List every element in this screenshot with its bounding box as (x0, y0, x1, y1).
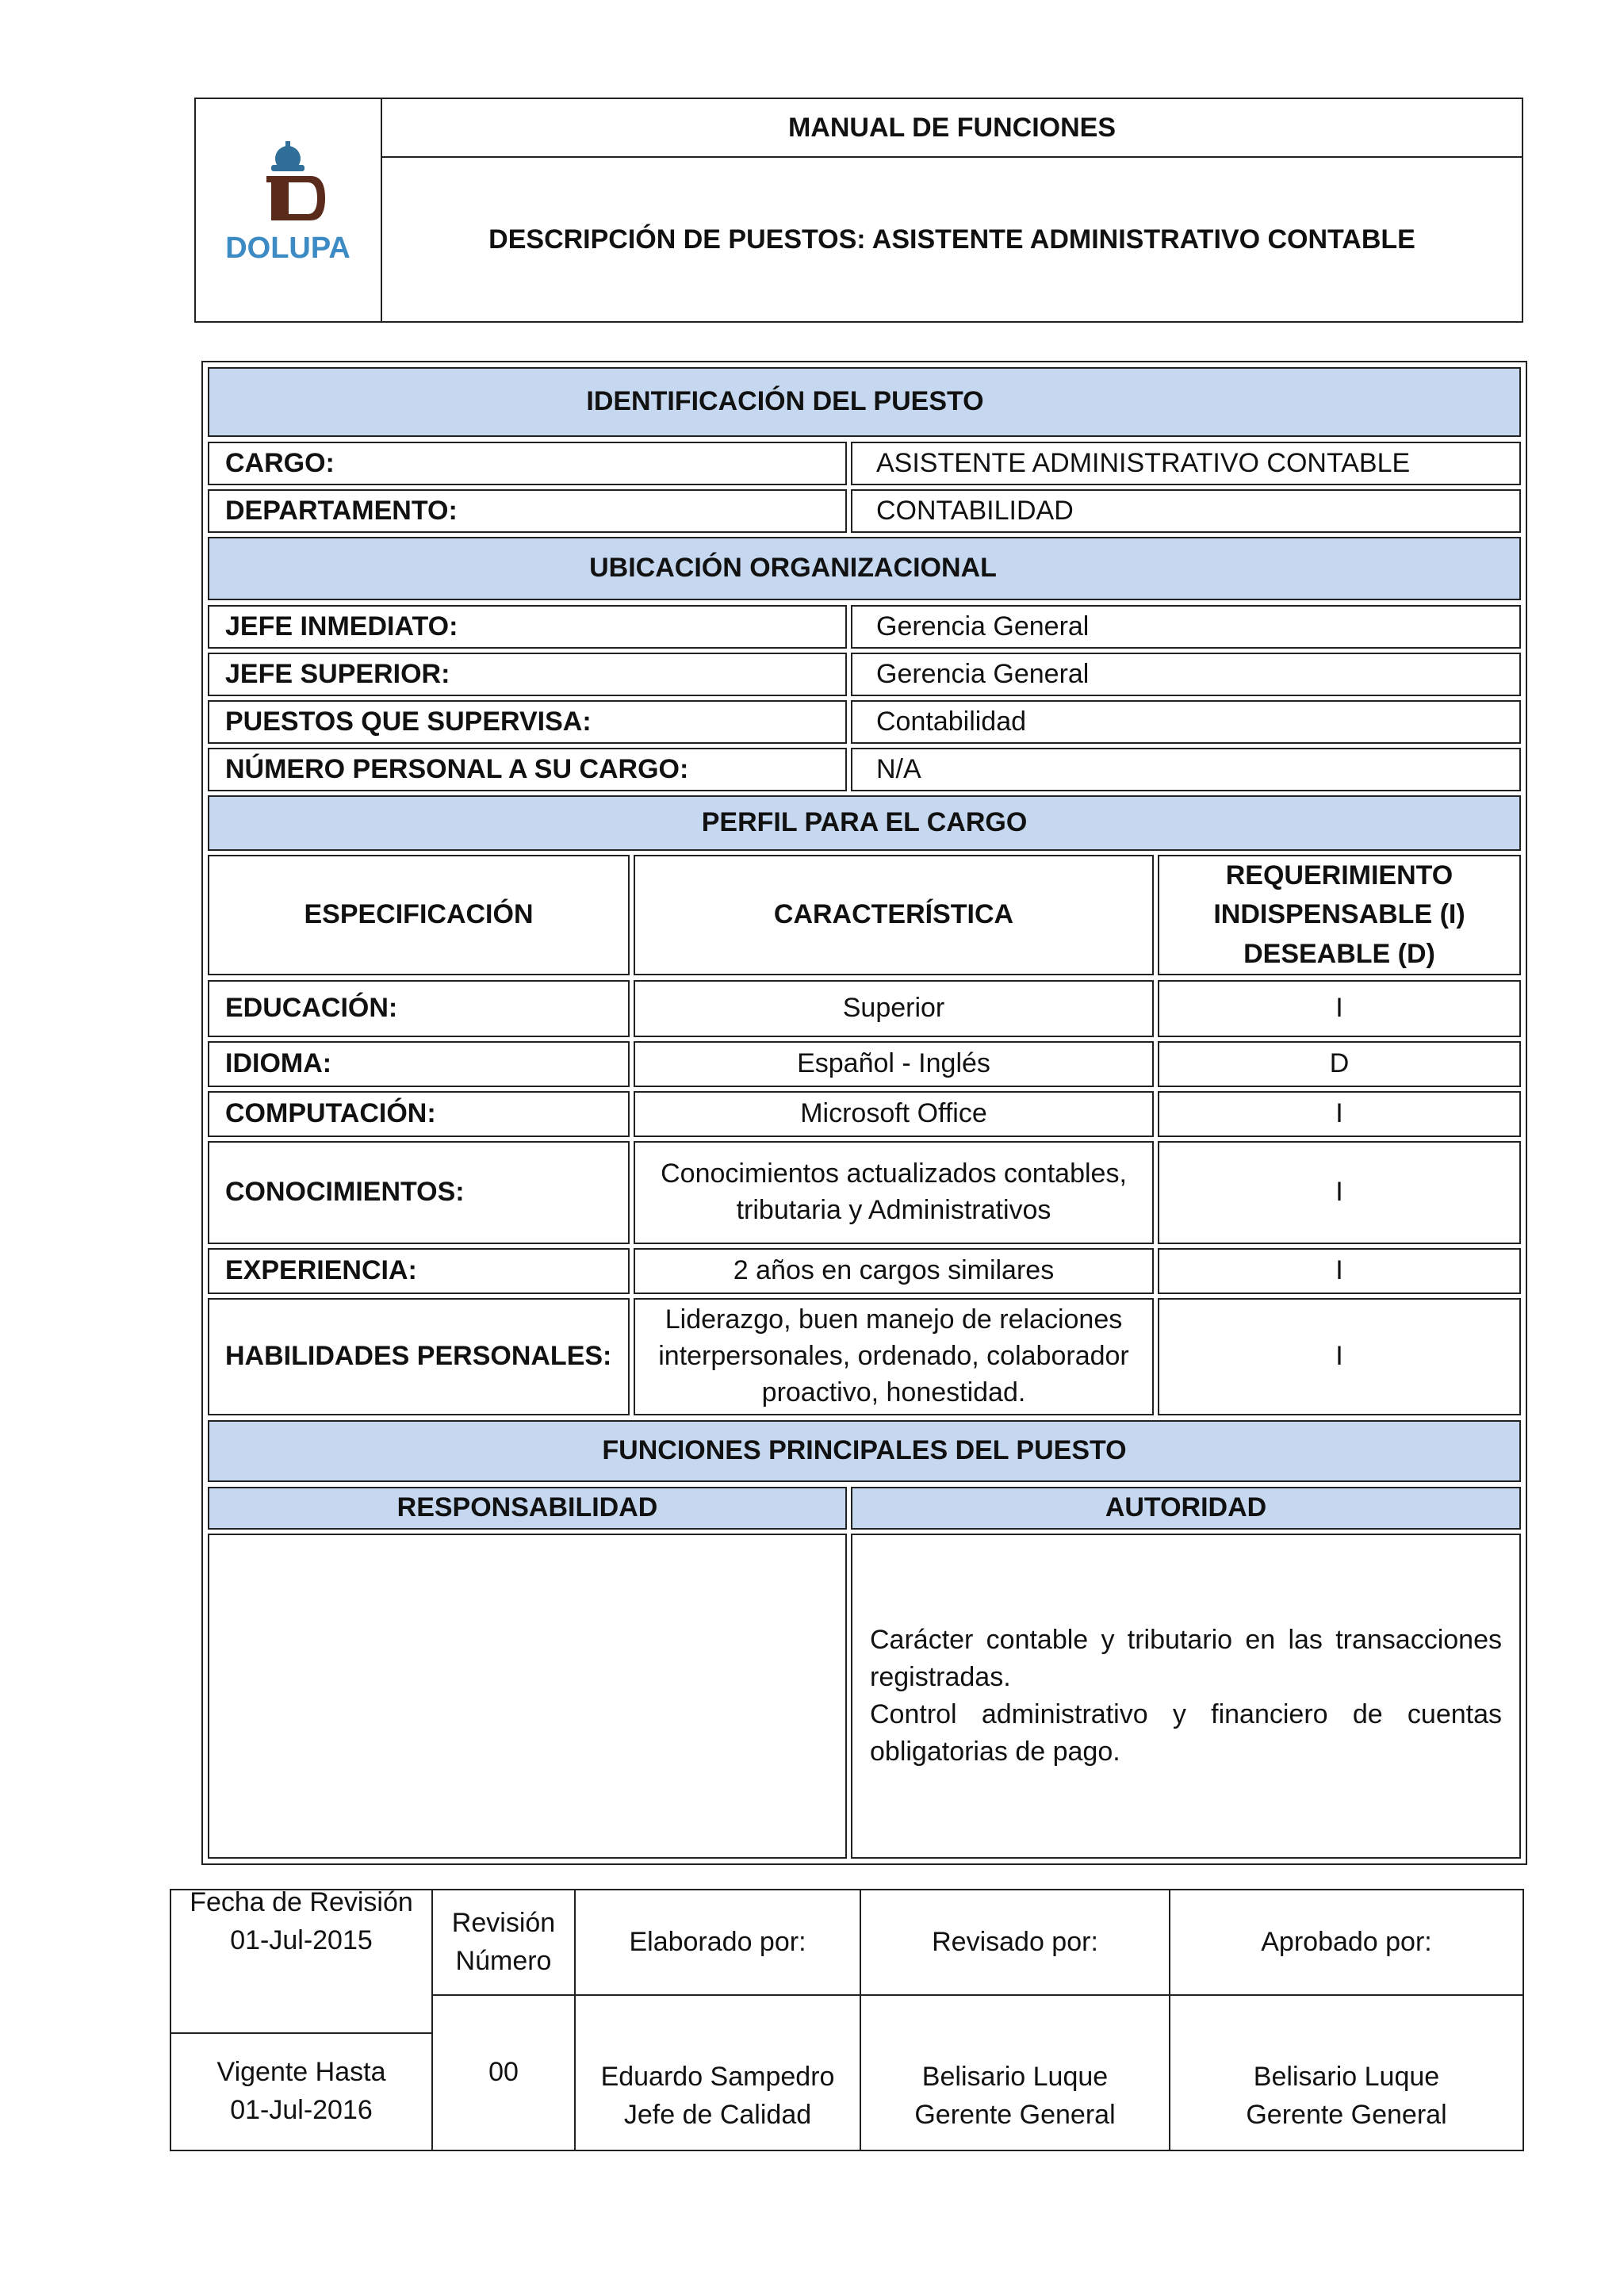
req-header-line-2: INDISPENSABLE (I) (1213, 899, 1465, 930)
vigente-hasta-label: Vigente Hasta (216, 2057, 386, 2088)
req-header-line-3: DESEABLE (D) (1243, 938, 1435, 969)
puestos-supervisa-label: PUESTOS QUE SUPERVISA: (208, 700, 847, 744)
perfil-row-spec: EXPERIENCIA: (208, 1248, 630, 1294)
departamento-label: DEPARTAMENTO: (208, 489, 847, 533)
fecha-revision-value: 01-Jul-2015 (230, 1925, 373, 1955)
section-ubicacion-header (208, 537, 1521, 600)
jefe-superior-label: JEFE SUPERIOR: (208, 653, 847, 696)
aprobado-role: Gerente General (1246, 2100, 1447, 2130)
perfil-row-req: I (1158, 1248, 1521, 1294)
puestos-supervisa-value: Contabilidad (851, 700, 1521, 744)
document-subtitle: DESCRIPCIÓN DE PUESTOS: ASISTENTE ADMINISTRATIVO CONTABLE (488, 224, 1415, 255)
req-header-line-1: REQUERIMIENTO (1225, 860, 1454, 891)
perfil-row-req: I (1158, 980, 1521, 1037)
section-identificacion-title: IDENTIFICACIÓN DEL PUESTO (586, 386, 984, 417)
jefe-inmediato-label: JEFE INMEDIATO: (208, 605, 847, 649)
elaborado-role: Jefe de Calidad (623, 2100, 812, 2130)
revision-label-line: Número (455, 1945, 552, 1976)
autoridad-header: AUTORIDAD (851, 1487, 1521, 1530)
autoridad-text-line: Control administrativo y financiero de cuentas obligatorias de pago. (870, 1699, 1502, 1767)
perfil-row-spec: CONOCIMIENTOS: (208, 1141, 630, 1244)
numero-personal-value: N/A (851, 748, 1521, 791)
departamento-value: CONTABILIDAD (851, 489, 1521, 533)
revisado-role: Gerente General (914, 2100, 1116, 2130)
perfil-row-req: I (1158, 1141, 1521, 1244)
column-especificacion-header: ESPECIFICACIÓN (208, 855, 630, 975)
aprobado-signature (1170, 1996, 1522, 2150)
elaborado-label: Elaborado por: (629, 1926, 806, 1957)
section-perfil-header: PERFIL PARA EL CARGO (208, 795, 1521, 851)
perfil-row-char: 2 años en cargos similares (634, 1248, 1154, 1294)
char-line: interpersonales, ordenado, colaborador (658, 1341, 1129, 1372)
revision-label-line: Revisión (451, 1907, 556, 1938)
perfil-row-char (634, 1141, 1154, 1244)
responsabilidad-content (208, 1534, 847, 1859)
perfil-row-spec: IDIOMA: (208, 1041, 630, 1087)
company-logo (206, 135, 369, 285)
perfil-row-spec: HABILIDADES PERSONALES: (208, 1298, 630, 1415)
perfil-row-req: D (1158, 1041, 1521, 1087)
cargo-label: CARGO: (208, 442, 847, 485)
elaborado-name: Eduardo Sampedro (600, 2062, 835, 2093)
perfil-row-spec: COMPUTACIÓN: (208, 1091, 630, 1137)
perfil-row-req: I (1158, 1298, 1521, 1415)
aprobado-label: Aprobado por: (1261, 1926, 1432, 1957)
column-requerimiento-header (1158, 855, 1521, 975)
column-caracteristica-header: CARACTERÍSTICA (634, 855, 1154, 975)
fecha-revision (171, 1887, 431, 1955)
section-identificacion-header (208, 367, 1521, 437)
numero-personal-label: NÚMERO PERSONAL A SU CARGO: (208, 748, 847, 791)
autoridad-content (851, 1534, 1521, 1859)
char-line: tributaria y Administrativos (736, 1195, 1051, 1225)
fecha-revision-label: Fecha de Revisión (190, 1887, 413, 1918)
revision-numero-value: 00 (488, 2057, 519, 2088)
perfil-row-char: Superior (634, 980, 1154, 1037)
revision-numero-label (433, 1890, 574, 1994)
perfil-row-req: I (1158, 1091, 1521, 1137)
revisado-name: Belisario Luque (921, 2062, 1109, 2093)
section-ubicacion-title: UBICACIÓN ORGANIZACIONAL (589, 553, 997, 584)
perfil-row-char: Microsoft Office (634, 1091, 1154, 1137)
manual-title: MANUAL DE FUNCIONES (787, 112, 1116, 143)
jefe-inmediato-value: Gerencia General (851, 605, 1521, 649)
elaborado-signature (576, 1996, 860, 2150)
logo-icon (206, 135, 369, 285)
cargo-value: ASISTENTE ADMINISTRATIVO CONTABLE (851, 442, 1521, 485)
perfil-row-spec: EDUCACIÓN: (208, 980, 630, 1037)
jefe-superior-value: Gerencia General (851, 653, 1521, 696)
logo-text: DOLUPA (225, 232, 350, 265)
vigente-hasta-value: 01-Jul-2016 (230, 2095, 373, 2125)
aprobado-name: Belisario Luque (1253, 2062, 1440, 2093)
perfil-row-char (634, 1298, 1154, 1415)
vigente-hasta (171, 2034, 431, 2150)
char-line: proactivo, honestidad. (761, 1377, 1026, 1407)
char-line: Conocimientos actualizados contables, (661, 1158, 1127, 1189)
autoridad-text-line: Carácter contable y tributario en las transacciones registradas. (870, 1625, 1502, 1693)
char-line: Liderazgo, buen manejo de relaciones (665, 1304, 1123, 1335)
section-funciones-header: FUNCIONES PRINCIPALES DEL PUESTO (208, 1420, 1521, 1482)
revisado-signature (861, 1996, 1169, 2150)
perfil-row-char: Español - Inglés (634, 1041, 1154, 1087)
revisado-label: Revisado por: (932, 1926, 1098, 1957)
responsabilidad-header: RESPONSABILIDAD (208, 1487, 847, 1530)
